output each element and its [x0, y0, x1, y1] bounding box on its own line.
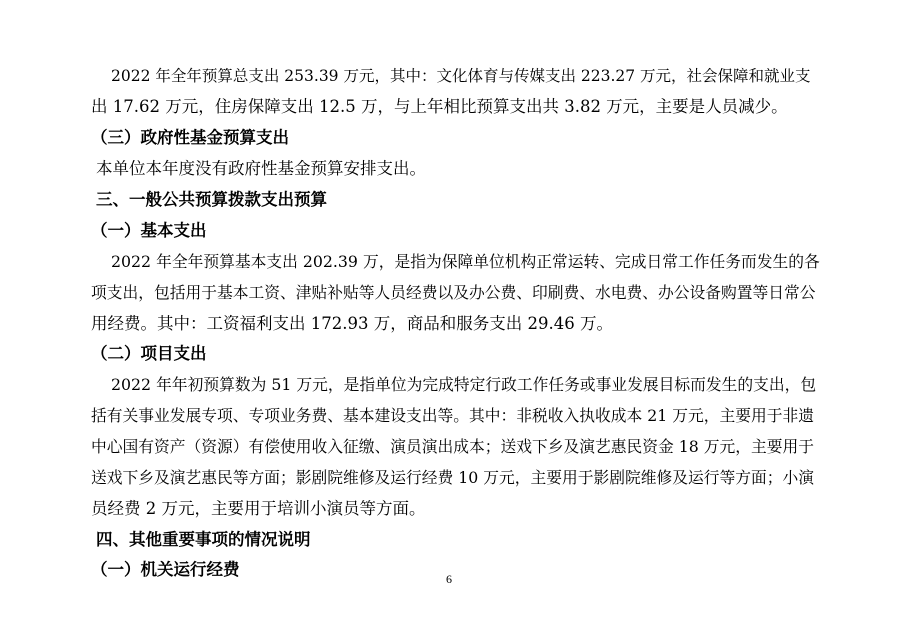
paragraph-line: 用经费。其中：工资福利支出 172.93 万，商品和服务支出 29.46 万。	[91, 314, 613, 333]
paragraph-line: 送戏下乡及演艺惠民等方面；影剧院维修及运行经费 10 万元，主要用于影剧院维修及运行等方面；小演	[91, 468, 815, 487]
paragraph-line: 括有关事业发展专项、专项业务费、基本建设支出等。其中：非税收入执收成本 21 万元，主要用于非遗	[91, 406, 815, 425]
paragraph-line: 本单位本年度没有政府性基金预算安排支出。	[96, 159, 426, 178]
section-heading: （三）政府性基金预算支出	[91, 128, 289, 147]
paragraph-line: 员经费 2 万元，主要用于培训小演员等方面。	[91, 499, 426, 518]
section-heading: 四、其他重要事项的情况说明	[96, 530, 311, 549]
paragraph-line: 中心国有资产（资源）有偿使用收入征缴、演员演出成本；送戏下乡及演艺惠民资金 18 万元，主要用于	[91, 437, 815, 456]
section-heading: 三、一般公共预算拨款支出预算	[96, 190, 327, 209]
page-number: 6	[446, 572, 452, 586]
section-heading: （一）机关运行经费	[91, 560, 240, 579]
paragraph-line: 2022 年年初预算数为 51 万元，是指单位为完成特定行政工作任务或事业发展目标而发生的支出，包	[111, 375, 817, 394]
section-heading: （一）基本支出	[91, 221, 207, 240]
paragraph-line: 项支出，包括用于基本工资、津贴补贴等人员经费以及办公费、印刷费、水电费、办公设备购置等日常公	[91, 283, 816, 302]
paragraph-line: 2022 年全年预算基本支出 202.39 万，是指为保障单位机构正常运转、完成日常工作任务而发生的各	[111, 252, 820, 271]
paragraph-line: 出 17.62 万元，住房保障支出 12.5 万，与上年相比预算支出共 3.82 万元，主要是人员减少。	[91, 97, 788, 116]
section-heading: （二）项目支出	[91, 344, 207, 363]
paragraph-line: 2022 年全年预算总支出 253.39 万元，其中：文化体育与传媒支出 223.27 万元，社会保障和就业支	[111, 67, 811, 85]
